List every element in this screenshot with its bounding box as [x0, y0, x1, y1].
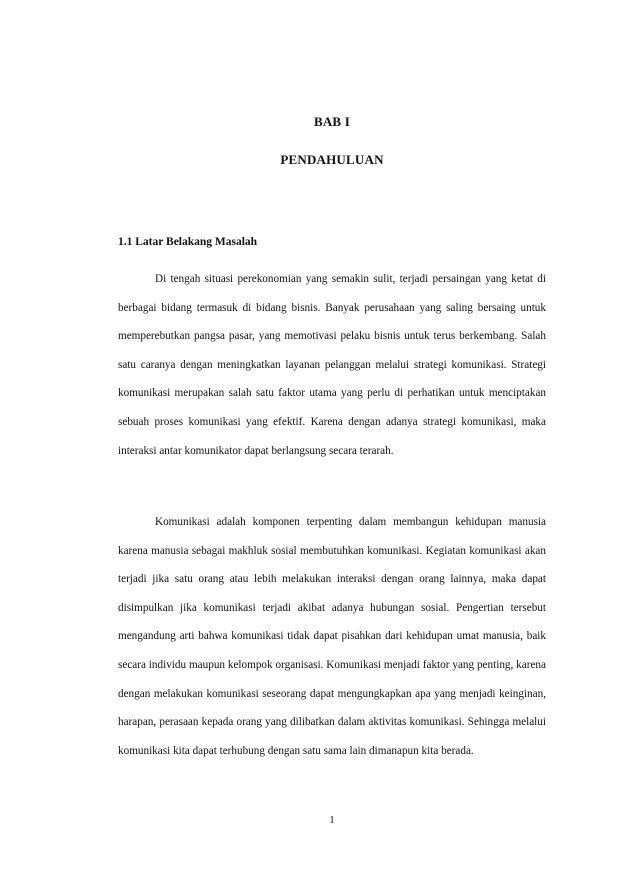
chapter-number: BAB I: [313, 114, 351, 129]
paragraph-2: Komunikasi adalah komponen terpenting dalam membangun kehidupan manusia karena manusia sebagai makhluk sosial membutuhkan komunikasi. Kegiatan komunikasi akan terjadi jika satu orang atau lebih melakukan interaksi dengan orang lainnya, maka dapat disimpulkan jika komunikasi terjadi akibat adanya hubungan sosial. Pengertian tersebut mengandung arti bahwa komunikasi tidak dapat pisahkan dari kehidupan umat manusia, baik secara individu maupun kelompok organisasi. Komunikasi menjadi faktor yang penting, karena dengan melakukan komunikasi seseorang dapat mengungkapkan apa yang menjadi keinginan, harapan, perasaan kepada orang yang dilibatkan dalam aktivitas komunikasi. Sehingga melalui komunikasi kita dapat terhubung dengan satu sama lain dimanapun kita berada.: [118, 516, 546, 757]
chapter-title: PENDAHULUAN: [280, 152, 384, 167]
page-number: 1: [329, 814, 335, 826]
section-heading: 1.1 Latar Belakang Masalah: [118, 236, 258, 248]
paragraph-1: Di tengah situasi perekonomian yang semakin sulit, terjadi persaingan yang ketat di berbagai bidang termasuk di bidang bisnis. Banyak perusahaan yang saling bersaing untuk memperebutkan pangsa pasar, yang memotivasi pelaku bisnis untuk terus berkembang. Salah satu caranya dengan meningkatkan layanan pelanggan melalui strategi komunikasi. Strategi komunikasi merupakan salah satu faktor utama yang perlu di perhatikan untuk menciptakan sebuah proses komunikasi yang efektif. Karena dengan adanya strategi komunikasi, maka interaksi antar komunikator dapat berlangsung secara terarah.: [118, 273, 546, 457]
